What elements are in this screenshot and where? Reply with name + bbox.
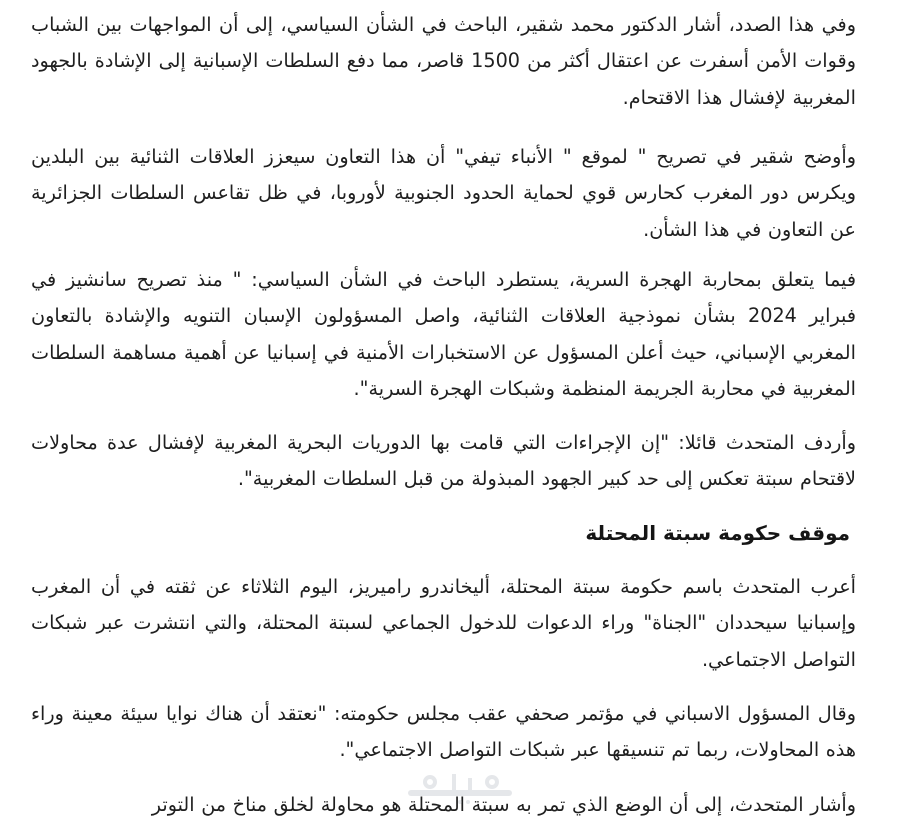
paragraph-press-conference: وقال المسؤول الاسباني في مؤتمر صحفي عقب مجلس حكومته: "نعتقد أن هناك نوايا سيئة معينة وراء هذه المحاولات، ربما تم تنسيقها عبر شبكات التواصل الاجتماعي". — [31, 702, 856, 762]
paragraph-naval-patrols: وأردف المتحدث قائلا: "إن الإجراءات التي قامت بها الدوريات البحرية المغربية لإفشال عدة محاولات لاقتحام سبتة تعكس إلى حد كبير الجهود المبذولة من قبل السلطات المغربية". — [31, 431, 856, 491]
paragraph-shoukair-statement: وأوضح شقير في تصريح " لموقع " الأنباء تيفي" أن هذا التعاون سيعزز العلاقات الثنائية بين البلدين ويكرس دور المغرب كحارس قوي لحماية الحدود الجنوبية لأوروبا، في ظل تقاعس السلطات الجزائرية عن التعاون في هذا الشأن. — [31, 145, 856, 241]
paragraph-illegal-migration: فيما يتعلق بمحاربة الهجرة السرية، يستطرد الباحث في الشأن السياسي: " منذ تصريح سانشيز في فبراير 2024 بشأن نموذجية العلاقات الثنائية، واصل المسؤولون الإسبان التنويه والإشادة بالتعاون المغربي الإسباني، حيث أعلن المسؤول عن الاستخبارات الأمنية في إسبانيا عن أهمية مساهمة السلطات المغربية في محاربة الجريمة المنظمة وشبكات الهجرة السرية". — [31, 268, 856, 400]
paragraph-tension-climate: وأشار المتحدث، إلى أن الوضع الذي تمر به سبتة المحتلة هو محاولة لخلق مناخ من التوتر — [151, 793, 856, 816]
section-heading: موقف حكومة سبتة المحتلة — [585, 521, 850, 545]
paragraph-ceuta-spokesman: أعرب المتحدث باسم حكومة سبتة المحتلة، أليخاندرو راميريز، اليوم الثلاثاء عن ثقته في أن المغرب وإسبانيا سيحددان "الجناة" وراء الدعوات للدخول الجماعي لسبتة المحتلة، والتي انتشرت عبر شبكات التواصل الاجتماعي. — [31, 575, 856, 671]
paragraph-shoukair-arrests: وفي هذا الصدد، أشار الدكتور محمد شقير، الباحث في الشأن السياسي، إلى أن المواجهات بين الشباب وقوات الأمن أسفرت عن اعتقال أكثر من 1500 قاصر، مما دفع السلطات الإسبانية إلى الإشادة بالجهود المغربية لإفشال هذا الاقتحام. — [31, 13, 856, 109]
